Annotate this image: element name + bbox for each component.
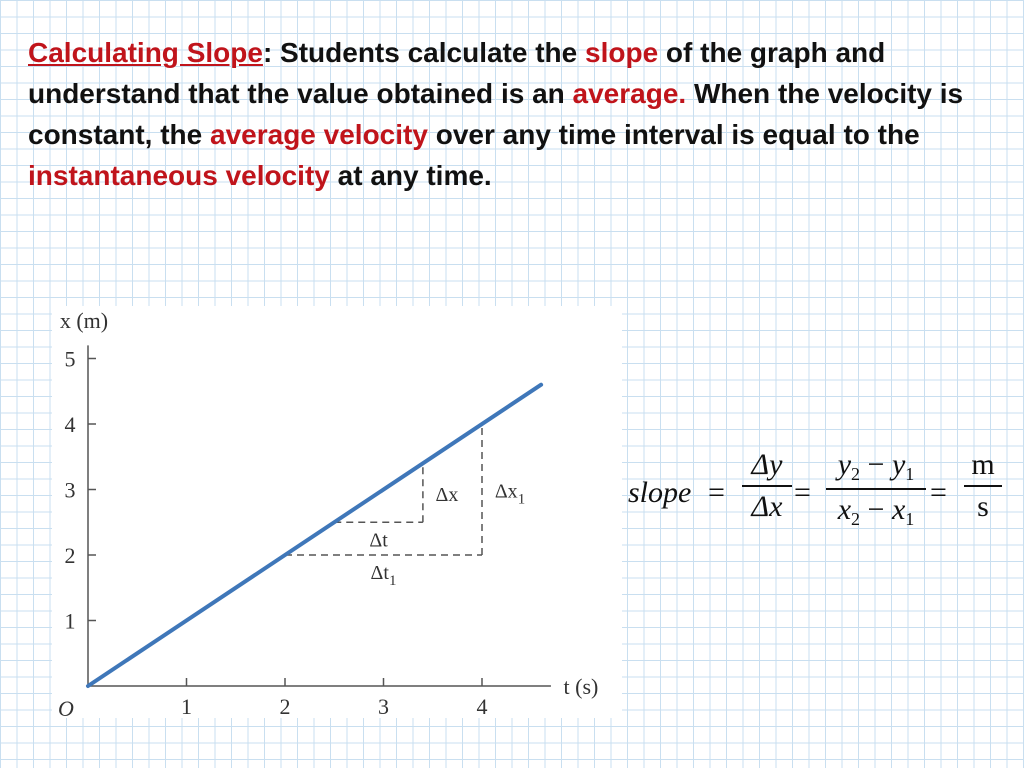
den-x: x: [837, 492, 852, 526]
y-tick-label: 2: [64, 543, 76, 568]
num-y1: y: [891, 448, 906, 481]
paragraph-text-1: : Students calculate the: [262, 37, 586, 68]
formula-equals-3: =: [930, 476, 947, 509]
x-tick-label: 3: [378, 694, 389, 718]
fraction-difference-denominator: [826, 493, 926, 530]
paragraph-text-3: When the velocity is constant, the: [28, 78, 964, 150]
fraction-bar: [742, 485, 792, 487]
num-y-sub: 2: [851, 464, 861, 484]
x-tick-label: 1: [181, 694, 192, 718]
highlight-average: average.: [572, 78, 687, 109]
description-paragraph: [28, 32, 1013, 196]
fraction-delta-denominator: Δx: [751, 489, 783, 523]
origin-label: O: [58, 696, 74, 718]
y-tick-label: 3: [64, 477, 76, 503]
small-dt-label: Δt: [369, 529, 388, 552]
slope-formula: [628, 448, 1008, 558]
x-tick-label: 2: [279, 694, 291, 718]
highlight-average-velocity: average velocity: [210, 119, 428, 150]
y-tick-label: 1: [64, 608, 76, 634]
formula-equals-1: =: [708, 476, 725, 509]
axis-labels: [58, 308, 598, 718]
paragraph-text-5: at any time.: [329, 160, 492, 191]
fraction-units: [964, 448, 1002, 524]
paragraph-text-2: of the graph and understand that the value obtained is an: [28, 37, 886, 109]
y-tick-label: 4: [64, 412, 76, 437]
den-x1: x: [891, 492, 906, 526]
paragraph-text-4: over any time interval is equal to the: [427, 119, 920, 150]
heading-calculating-slope: Calculating Slope: [28, 37, 263, 68]
small-dx-label: Δx: [435, 483, 459, 506]
den-x1-sub: 1: [905, 508, 915, 529]
y-axis-label: x (m): [59, 308, 109, 333]
den-x-sub: 2: [851, 508, 861, 529]
num-y: y: [837, 448, 852, 481]
highlight-instantaneous-velocity: instantaneous velocity: [28, 160, 330, 191]
large-dx-label: $\Delta x_1$: [494, 480, 526, 508]
formula-equals-2: =: [794, 476, 811, 509]
position-line: [88, 385, 541, 686]
fraction-delta: [742, 448, 792, 524]
formula-lhs: slope: [628, 476, 692, 509]
fraction-bar: [964, 485, 1002, 487]
fraction-delta-numerator: Δy: [751, 448, 783, 481]
num-y1-sub: 1: [905, 464, 915, 484]
ticks: [65, 347, 488, 719]
fraction-difference-numerator: [826, 448, 926, 485]
fraction-units-denominator: s: [977, 489, 989, 523]
y-tick-label: 5: [64, 346, 76, 372]
fraction-units-numerator: m: [971, 448, 995, 481]
large-dt-label: $\Delta t_1$: [370, 562, 397, 589]
position-time-graph: [52, 306, 622, 718]
num-minus: −: [867, 448, 885, 481]
x-axis-label: t (s): [563, 674, 599, 699]
fraction-bar: [826, 488, 926, 490]
graph-svg: [52, 306, 622, 718]
highlight-slope: slope: [585, 37, 659, 68]
x-tick-label: 4: [476, 694, 488, 718]
fraction-difference: [826, 448, 926, 530]
den-minus: −: [867, 492, 885, 526]
